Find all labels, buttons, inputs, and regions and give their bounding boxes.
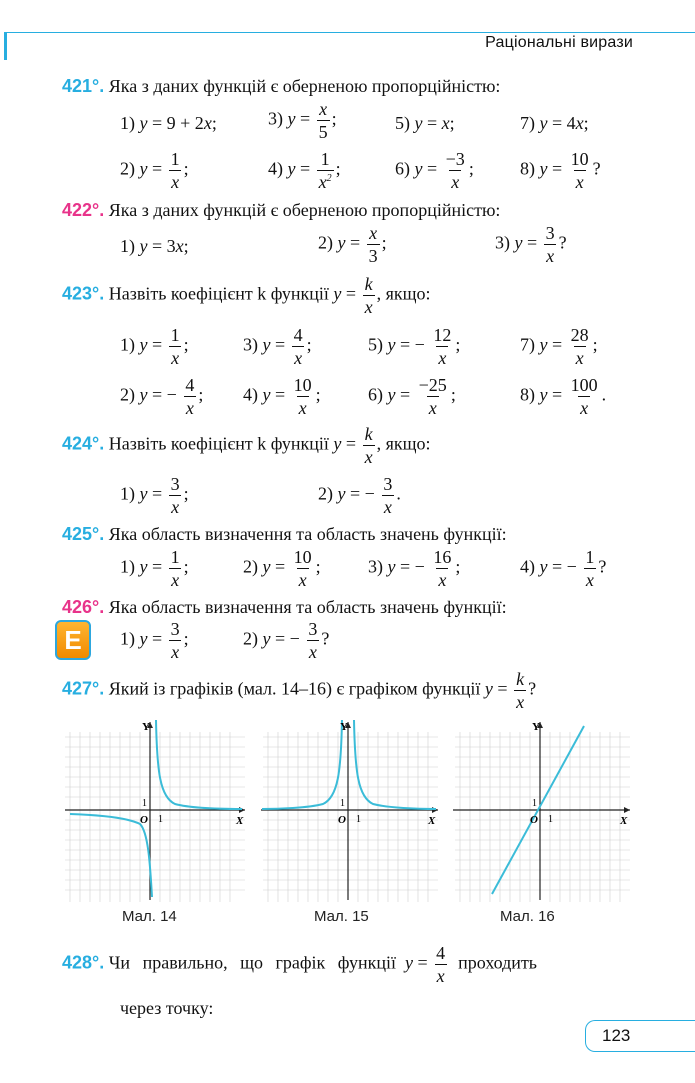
- problem-number: 425°.: [62, 524, 105, 544]
- option: 8) y = $\frac{100}{x}$ .: [520, 375, 607, 418]
- problem-number: 423°.: [62, 283, 105, 304]
- problem-text: Назвіть коефіцієнт k функції: [108, 433, 329, 454]
- option: 5) y = x;: [395, 113, 455, 133]
- e-badge-icon: E: [55, 620, 91, 660]
- option: 1) y = $\frac{1}{x}$ ;: [120, 325, 189, 368]
- option: 2) y = − $\frac{3}{x}$ ?: [243, 619, 330, 662]
- axis-y-label: Y: [340, 721, 348, 733]
- origin-label: O: [140, 814, 148, 826]
- option: 2) y = $\frac{10}{x}$ ;: [243, 547, 321, 590]
- problem-text: Яка область визначення та область значень функції:: [108, 524, 507, 544]
- graph-mal-16: [450, 712, 640, 902]
- option: 6) y = $\frac{-3}{x}$ ;: [395, 149, 474, 192]
- problem-text: Яка з даних функцій є оберненою пропорційністю:: [108, 76, 501, 96]
- page-title: Раціональні вирази: [485, 34, 633, 51]
- problem-number: 421°.: [62, 76, 105, 96]
- header-bar: [0, 28, 695, 61]
- option: 2) y = − $\frac{3}{x}$ .: [318, 474, 401, 517]
- problem-427: 427°. Який із графіків (мал. 14–16) є графіком функції y = $\frac{k}{x}$ ?: [62, 669, 537, 712]
- option: 2) y = − $\frac{4}{x}$ ;: [120, 375, 204, 418]
- problem-number: 424°.: [62, 433, 105, 454]
- graph-mal-15: [258, 712, 448, 902]
- option: 1) y = $\frac{1}{x}$ ;: [120, 547, 189, 590]
- page-number-box: [585, 1020, 695, 1052]
- problem-number: 428°.: [62, 952, 105, 973]
- unit-label: 1: [340, 798, 345, 809]
- problem-text: Яка область визначення та область значень функції:: [108, 597, 507, 617]
- axis-y-label: Y: [142, 721, 150, 733]
- option: 8) y = $\frac{10}{x}$ ?: [520, 149, 601, 192]
- problem-number: 422°.: [62, 200, 105, 220]
- option: 2) y = $\frac{x}{3}$ ;: [318, 223, 387, 266]
- axis-y-label: Y: [532, 721, 540, 733]
- option: 5) y = − $\frac{12}{x}$ ;: [368, 325, 461, 368]
- unit-label: 1: [142, 798, 147, 809]
- option: 7) y = 4x;: [520, 113, 589, 133]
- option: 1) y = $\frac{3}{x}$ ;: [120, 474, 189, 517]
- problem-suffix: , якщо:: [376, 433, 431, 454]
- option: 2) y = $\frac{1}{x}$ ;: [120, 149, 189, 192]
- problem-suffix: , якщо:: [376, 283, 431, 304]
- problem-425: [62, 524, 507, 545]
- option: 4) y = − $\frac{1}{x}$ ?: [520, 547, 607, 590]
- option: 1) y = 9 + 2x;: [120, 113, 217, 133]
- problem-424: 424°. Назвіть коефіцієнт k функції y = $\frac{k}{x}$ , якщо:: [62, 424, 431, 467]
- problem-426: [62, 597, 507, 618]
- option: 4) y = $\frac{10}{x}$ ;: [243, 375, 321, 418]
- problem-421: [62, 76, 500, 97]
- figure-caption: Мал. 16: [500, 908, 555, 925]
- figure-caption: Мал. 14: [122, 908, 177, 925]
- option: 6) y = $\frac{-25}{x}$ ;: [368, 375, 456, 418]
- unit-label: 1: [532, 798, 537, 809]
- graph-mal-14: [60, 712, 260, 902]
- unit-label: 1: [356, 814, 361, 825]
- problem-422: [62, 200, 500, 221]
- axis-x-label: X: [620, 815, 628, 827]
- option: 4) y = $\frac{1}{x^2}$ ;: [268, 149, 341, 192]
- problem-number: 426°.: [62, 597, 105, 617]
- option: 1) y = 3x;: [120, 236, 189, 256]
- figure-caption: Мал. 15: [314, 908, 369, 925]
- problem-number: 427°.: [62, 678, 105, 699]
- origin-label: O: [338, 814, 346, 826]
- option: 7) y = $\frac{28}{x}$ ;: [520, 325, 598, 368]
- unit-label: 1: [548, 814, 553, 825]
- origin-label: O: [530, 814, 538, 826]
- unit-label: 1: [158, 814, 163, 825]
- problem-423: 423°. Назвіть коефіцієнт k функції y = $\frac{k}{x}$ , якщо:: [62, 274, 431, 317]
- option: 3) y = $\frac{4}{x}$ ;: [243, 325, 312, 368]
- option: 3) y = $\frac{x}{5}$ ;: [268, 99, 337, 142]
- page-number: 123: [602, 1026, 631, 1045]
- problem-text: Назвіть коефіцієнт k функції: [108, 283, 329, 304]
- option: 3) y = − $\frac{16}{x}$ ;: [368, 547, 461, 590]
- option: 3) y = $\frac{3}{x}$ ?: [495, 223, 567, 266]
- problem-text: Який із графіків (мал. 14–16) є графіком функції: [108, 678, 481, 699]
- problem-428-line2: через точку:: [120, 998, 214, 1018]
- option: 1) y = $\frac{3}{x}$ ;: [120, 619, 189, 662]
- problem-text: Чи правильно, що графік функції: [108, 952, 397, 973]
- axis-x-label: X: [428, 815, 436, 827]
- problem-text: Яка з даних функцій є оберненою пропорційністю:: [108, 200, 501, 220]
- problem-suffix: проходить: [458, 952, 538, 973]
- problem-428: 428°. Чи правильно, що графік функції y = $\frac{4}{x}$ проходить: [62, 943, 538, 986]
- axis-x-label: X: [236, 815, 244, 827]
